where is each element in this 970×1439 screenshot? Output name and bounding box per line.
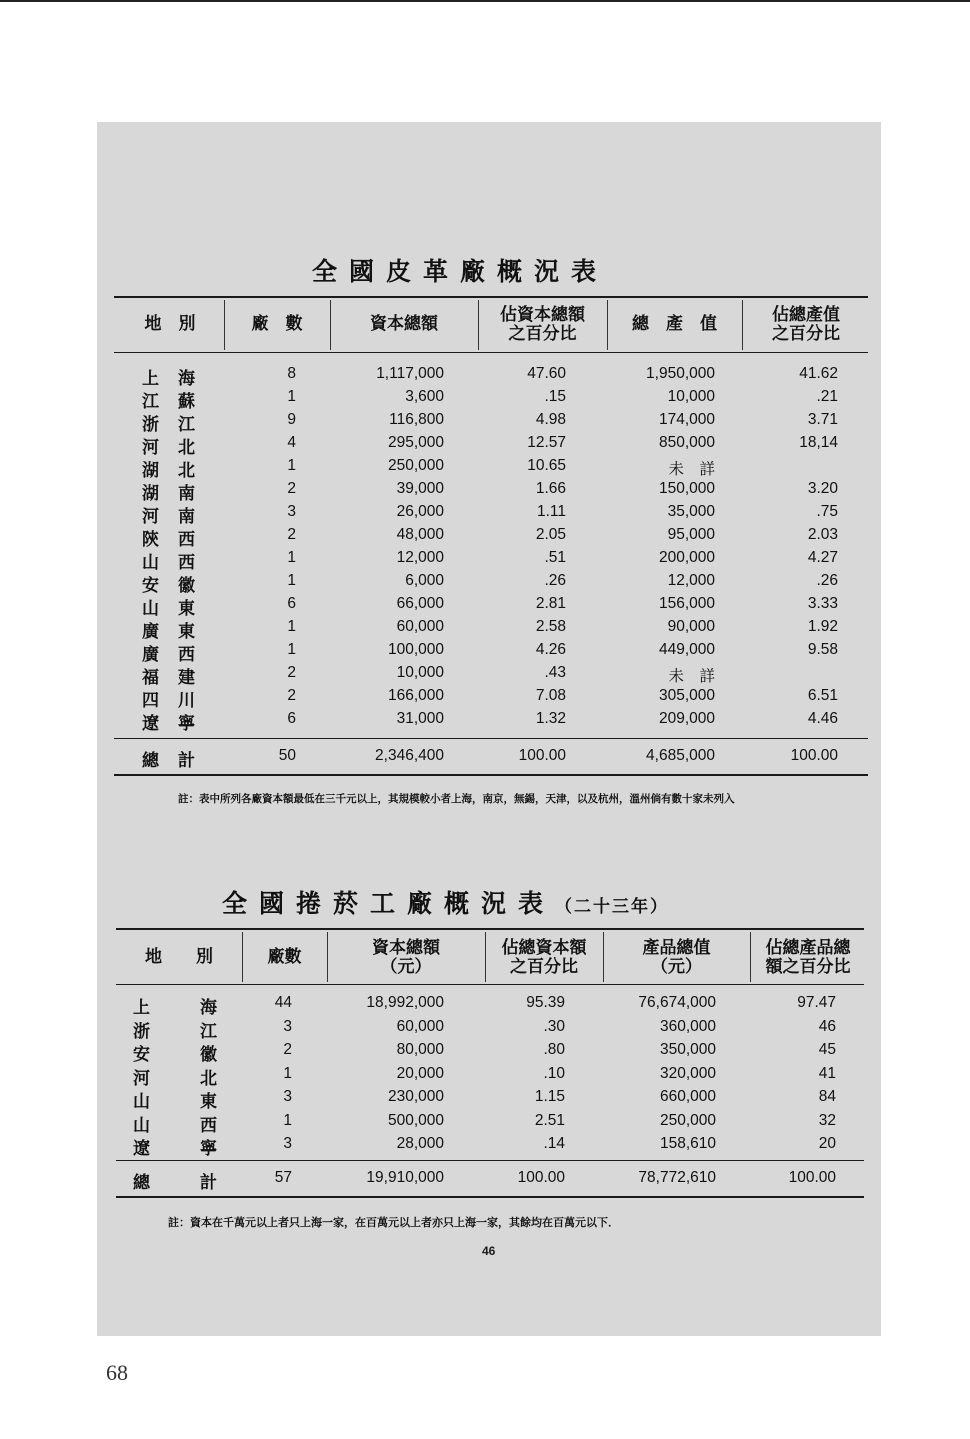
t2-header-capital-line1: 資本總額 — [372, 938, 440, 958]
t2-header-output-pct-line2: 額之百分比 — [765, 957, 851, 977]
t1-output-pct-cell: .21 — [816, 388, 838, 405]
t1-capital-cell: 26,000 — [396, 503, 444, 520]
t1-factories-cell: 2 — [287, 480, 296, 497]
t2-output-cell: 320,000 — [659, 1064, 716, 1082]
t1-col-sep — [607, 300, 608, 350]
t1-capital-pct-cell: 100.00 — [518, 747, 566, 764]
t1-factories-cell: 2 — [287, 687, 296, 704]
t2-output-pct-cell: 45 — [818, 1041, 836, 1058]
region-char: 西 — [200, 1115, 217, 1136]
t1-output-pct-cell: 3.33 — [807, 595, 838, 612]
region-char: 河 — [142, 438, 159, 458]
table2-header-rule — [116, 984, 864, 985]
region-char: 江 — [178, 415, 195, 435]
t1-output-cell: 10,000 — [667, 388, 715, 405]
t1-output-pct-cell: .26 — [816, 572, 838, 589]
t1-header-output-pct — [744, 306, 868, 344]
region-char: 江 — [200, 1021, 217, 1042]
t2-capital-pct-cell: 2.51 — [534, 1111, 565, 1129]
region-char: 海 — [200, 998, 217, 1018]
t1-capital-cell: 10,000 — [396, 664, 444, 681]
region-char: 計 — [200, 1173, 217, 1193]
t2-capital-cell: 20,000 — [396, 1064, 444, 1082]
region-char: 遼 — [142, 714, 159, 734]
t2-capital-pct-cell: .80 — [543, 1041, 565, 1058]
t1-capital-pct-cell: .51 — [544, 549, 566, 566]
t1-output-cell: 850,000 — [658, 434, 715, 451]
t2-factories-cell: 3 — [283, 1017, 292, 1035]
t1-factories-cell: 50 — [278, 747, 296, 764]
table1-header-rule — [114, 352, 868, 353]
t1-col-sep — [224, 300, 225, 350]
t1-output-cell: 449,000 — [658, 641, 715, 658]
t1-header-region: 地 別 — [144, 314, 196, 334]
region-char: 南 — [178, 484, 195, 504]
page-number: 68 — [106, 1360, 128, 1385]
region-char: 安 — [142, 576, 159, 596]
region-char: 東 — [200, 1092, 217, 1112]
region-char: 山 — [142, 599, 159, 619]
t1-capital-pct-cell: 1.66 — [535, 480, 566, 497]
t2-col-sep — [485, 932, 486, 982]
t2-output-cell: 250,000 — [659, 1111, 716, 1129]
t1-output-cell: 1,950,000 — [646, 365, 715, 382]
t2-output-pct-cell: 20 — [818, 1135, 836, 1152]
region-char: 總 — [142, 751, 159, 771]
region-char: 西 — [178, 530, 195, 550]
t1-capital-cell: 66,000 — [396, 595, 444, 612]
t2-header-region: 地 別 — [145, 947, 213, 967]
t1-capital-cell: 116,800 — [389, 411, 444, 428]
t2-factories-cell: 1 — [283, 1111, 292, 1129]
t1-output-cell: 4,685,000 — [646, 747, 715, 764]
region-char: 蘇 — [178, 392, 195, 412]
t1-capital-cell: 48,000 — [396, 526, 444, 543]
t2-output-cell: 76,674,000 — [638, 994, 716, 1011]
t2-output-cell: 350,000 — [659, 1041, 716, 1058]
region-char: 寧 — [178, 714, 195, 734]
t1-header-capital-pct-line1: 佔資本總額 — [500, 305, 585, 325]
region-char: 山 — [142, 553, 159, 573]
region-char: 北 — [178, 461, 195, 481]
t1-output-cell: 未 詳 — [668, 668, 715, 685]
t1-output-cell: 305,000 — [658, 687, 715, 704]
t2-factories-cell: 3 — [283, 1088, 292, 1105]
t2-header-output-pct — [752, 939, 864, 977]
t1-capital-pct-cell: 2.58 — [535, 618, 566, 635]
region-char: 上 — [142, 369, 159, 389]
t2-capital-cell: 60,000 — [396, 1017, 444, 1035]
region-char: 河 — [133, 1068, 150, 1089]
t2-capital-pct-cell: 1.15 — [534, 1088, 565, 1105]
table2-top-rule — [116, 928, 864, 930]
region-char: 浙 — [142, 415, 159, 435]
t2-header-capital-pct-line1: 佔總資本額 — [501, 938, 587, 958]
table1-top-rule — [114, 296, 868, 298]
t1-output-cell: 200,000 — [658, 549, 715, 566]
region-char: 上 — [133, 998, 150, 1018]
t2-col-sep — [327, 932, 328, 982]
t1-output-cell: 未 詳 — [668, 461, 715, 478]
t1-capital-cell: 166,000 — [387, 687, 444, 704]
t1-factories-cell: 1 — [287, 641, 296, 658]
t1-capital-pct-cell: .43 — [544, 664, 566, 681]
region-char: 陝 — [142, 530, 159, 550]
region-char: 計 — [178, 751, 195, 771]
t1-capital-cell: 6,000 — [405, 572, 444, 589]
t1-output-pct-cell: 3.71 — [807, 411, 838, 428]
t1-capital-pct-cell: .15 — [544, 388, 566, 405]
table2-title — [222, 884, 669, 920]
t1-header-output: 總 產 值 — [632, 314, 717, 334]
t2-capital-cell: 19,910,000 — [366, 1169, 444, 1186]
t1-factories-cell: 3 — [287, 503, 296, 520]
t1-output-pct-cell: 4.27 — [807, 549, 838, 566]
t2-capital-pct-cell: 95.39 — [526, 994, 565, 1011]
table1-total-rule — [114, 738, 868, 739]
t2-output-cell: 360,000 — [659, 1017, 716, 1035]
t2-output-pct-cell: 100.00 — [788, 1169, 836, 1186]
t2-capital-cell: 500,000 — [387, 1111, 444, 1129]
t1-header-capital-pct-line2: 之百分比 — [508, 324, 577, 344]
t1-output-cell: 156,000 — [658, 595, 715, 612]
t1-header-capital: 資本總額 — [370, 314, 438, 334]
t1-output-pct-cell: 6.51 — [807, 687, 838, 704]
t2-header-capital-pct-line2: 之百分比 — [510, 957, 578, 977]
t2-factories-cell: 44 — [274, 994, 292, 1011]
t2-capital-pct-cell: .30 — [543, 1017, 565, 1035]
region-char: 福 — [142, 668, 159, 688]
t1-factories-cell: 1 — [287, 618, 296, 635]
table1-title: 全國皮革廠概況表 — [312, 257, 609, 286]
region-char: 徽 — [200, 1045, 217, 1065]
t2-header-capital-pct — [487, 939, 601, 977]
t1-output-pct-cell: 4.46 — [807, 710, 838, 727]
t2-col-sep — [242, 932, 243, 982]
t1-capital-pct-cell: 4.98 — [535, 411, 566, 428]
t1-factories-cell: 1 — [287, 549, 296, 566]
t2-header-factories: 廠數 — [267, 947, 302, 967]
t1-factories-cell: 2 — [287, 526, 296, 543]
t1-output-pct-cell: 9.58 — [807, 641, 838, 658]
region-char: 浙 — [133, 1021, 150, 1042]
t2-output-cell: 78,772,610 — [638, 1169, 716, 1186]
t1-capital-cell: 60,000 — [396, 618, 444, 635]
region-char: 西 — [178, 645, 195, 665]
region-char: 廣 — [142, 645, 159, 665]
t1-capital-cell: 3,600 — [405, 388, 444, 405]
region-char: 南 — [178, 507, 195, 527]
t1-output-cell: 12,000 — [667, 572, 715, 589]
t1-factories-cell: 1 — [287, 457, 296, 474]
t1-output-cell: 174,000 — [658, 411, 715, 428]
t1-output-cell: 150,000 — [658, 480, 715, 497]
t1-col-sep — [478, 300, 479, 350]
t1-capital-cell: 31,000 — [396, 710, 444, 727]
t1-factories-cell: 9 — [287, 411, 296, 428]
t1-factories-cell: 6 — [287, 710, 296, 727]
t2-capital-pct-cell: .14 — [543, 1135, 565, 1152]
t1-capital-pct-cell: 12.57 — [527, 434, 566, 451]
table2-title-main: 全國捲菸工廠概況表 — [222, 889, 556, 918]
t1-capital-pct-cell: 1.32 — [535, 710, 566, 727]
t2-col-sep — [750, 932, 751, 982]
t1-output-cell: 35,000 — [667, 503, 715, 520]
region-char: 山 — [133, 1115, 150, 1136]
t1-output-cell: 209,000 — [658, 710, 715, 727]
region-char: 湖 — [142, 484, 159, 504]
t2-output-pct-cell: 84 — [818, 1088, 836, 1105]
t1-capital-cell: 250,000 — [387, 457, 444, 474]
t1-capital-pct-cell: 47.60 — [527, 365, 566, 382]
region-char: 川 — [178, 691, 195, 711]
region-char: 四 — [142, 691, 159, 711]
t1-col-sep — [742, 300, 743, 350]
t2-capital-cell: 80,000 — [396, 1041, 444, 1058]
region-char: 寧 — [200, 1139, 217, 1159]
t1-capital-cell: 39,000 — [396, 480, 444, 497]
t1-col-sep — [330, 300, 331, 350]
t1-output-pct-cell: 100.00 — [790, 747, 838, 764]
t2-factories-cell: 1 — [283, 1064, 292, 1082]
t1-capital-pct-cell: 1.11 — [536, 503, 566, 520]
t1-factories-cell: 1 — [287, 388, 296, 405]
t1-header-capital-pct — [480, 306, 605, 344]
t1-capital-cell: 12,000 — [396, 549, 444, 566]
table2-note: 註：資本在千萬元以上者只上海一家，在百萬元以上者亦只上海一家，其餘均在百萬元以下． — [168, 1216, 619, 1229]
t1-capital-cell: 100,000 — [387, 641, 444, 658]
t2-col-sep — [603, 932, 604, 982]
t1-factories-cell: 8 — [287, 365, 296, 382]
region-char: 建 — [178, 668, 195, 688]
t2-output-pct-cell: 46 — [818, 1017, 836, 1035]
t2-factories-cell: 57 — [274, 1169, 292, 1186]
t2-header-output-pct-line1: 佔總產品總 — [765, 938, 851, 958]
region-char: 東 — [178, 622, 195, 642]
t1-factories-cell: 6 — [287, 595, 296, 612]
t1-output-pct-cell: 41.62 — [799, 365, 838, 382]
t1-header-output-pct-line2: 之百分比 — [772, 324, 840, 344]
region-char: 北 — [200, 1068, 217, 1089]
region-char: 山 — [133, 1092, 150, 1112]
t2-output-pct-cell: 32 — [818, 1111, 836, 1129]
region-char: 湖 — [142, 461, 159, 481]
top-border — [0, 0, 970, 2]
t1-factories-cell: 4 — [287, 434, 296, 451]
t1-capital-pct-cell: 7.08 — [535, 687, 566, 704]
t1-header-output-pct-line1: 佔總產值 — [772, 305, 840, 325]
t2-header-capital-line2: （元） — [380, 957, 432, 977]
t2-factories-cell: 2 — [283, 1041, 292, 1058]
region-char: 廣 — [142, 622, 159, 642]
region-char: 河 — [142, 507, 159, 527]
t2-output-cell: 660,000 — [659, 1088, 716, 1105]
region-char: 海 — [178, 369, 195, 389]
region-char: 總 — [133, 1173, 150, 1193]
t1-capital-pct-cell: 2.05 — [535, 526, 566, 543]
t2-capital-cell: 18,992,000 — [366, 994, 444, 1011]
region-char: 江 — [142, 392, 159, 412]
t1-capital-pct-cell: 2.81 — [535, 595, 566, 612]
region-char: 安 — [133, 1045, 150, 1065]
t2-output-pct-cell: 41 — [818, 1064, 836, 1082]
t1-output-pct-cell: 1.92 — [807, 618, 838, 635]
t2-capital-cell: 28,000 — [396, 1135, 444, 1152]
t2-header-capital — [329, 939, 483, 977]
t1-capital-cell: 2,346,400 — [375, 747, 444, 764]
inner-page-number: 46 — [482, 1244, 496, 1258]
t1-capital-cell: 295,000 — [387, 434, 444, 451]
t1-factories-cell: 2 — [287, 664, 296, 681]
t2-header-output-line1: 產品總值 — [642, 938, 711, 958]
t2-output-cell: 158,610 — [659, 1135, 716, 1152]
region-char: 北 — [178, 438, 195, 458]
t1-output-pct-cell: 3.20 — [807, 480, 838, 497]
table1-bottom-rule — [114, 774, 868, 776]
t2-factories-cell: 3 — [283, 1135, 292, 1152]
t1-output-pct-cell: 2.03 — [807, 526, 838, 543]
t1-capital-pct-cell: 10.65 — [527, 457, 566, 474]
t2-capital-pct-cell: .10 — [543, 1064, 565, 1082]
t1-capital-pct-cell: .26 — [544, 572, 566, 589]
t2-output-pct-cell: 97.47 — [797, 994, 836, 1011]
table2-title-sub: （二十三年） — [555, 897, 670, 917]
t1-output-cell: 95,000 — [667, 526, 715, 543]
region-char: 東 — [178, 599, 195, 619]
t1-output-pct-cell: .75 — [816, 503, 838, 520]
t1-capital-cell: 1,117,000 — [376, 365, 444, 382]
table2-total-rule — [116, 1160, 864, 1161]
table2-bottom-rule — [116, 1196, 864, 1198]
t1-capital-pct-cell: 4.26 — [535, 641, 566, 658]
t2-header-output-line2: （元） — [651, 957, 702, 977]
t1-output-pct-cell: 18,14 — [799, 434, 838, 451]
t2-capital-pct-cell: 100.00 — [517, 1169, 565, 1186]
t2-capital-cell: 230,000 — [387, 1088, 444, 1105]
region-char: 徽 — [178, 576, 195, 596]
region-char: 遼 — [133, 1139, 150, 1159]
t2-header-output — [605, 939, 748, 977]
region-char: 西 — [178, 553, 195, 573]
table1-note: 註：表中所列各廠資本額最低在三千元以上，其規模較小者上海，南京，無錫，天津，以及杭州，溫州倘有數十家未列入 — [178, 793, 735, 805]
t1-factories-cell: 1 — [287, 572, 296, 589]
t1-output-cell: 90,000 — [667, 618, 715, 635]
t1-header-factories: 廠 數 — [251, 314, 303, 334]
